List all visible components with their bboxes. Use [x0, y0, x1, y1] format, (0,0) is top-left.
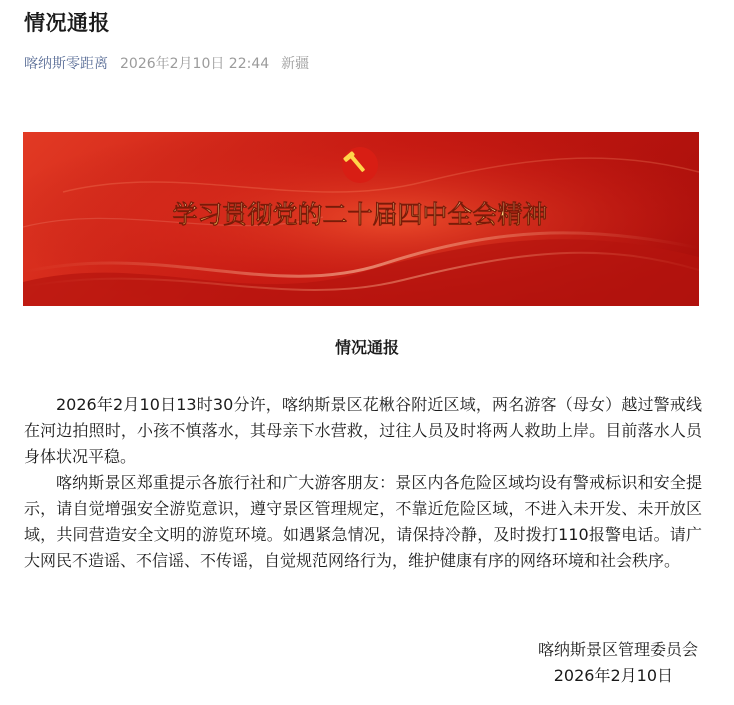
notice-paragraph: 喀纳斯景区郑重提示各旅行社和广大游客朋友：景区内各危险区域均设有警戒标识和安全提示，请自觉增强安全游览意识，遵守景区管理规定，不靠近危险区域，不进入未开发、未开放区域，共同营造安全文明的游览环境。如遇紧急情况，请保持冷静，及时拨打110报警电话。请广大网民不造谣、不信谣、不传谣，自觉规范网络行为，维护健康有序的网络环境和社会秩序。	[24, 473, 702, 570]
signature-organization: 喀纳斯景区管理委员会	[537, 640, 698, 659]
publish-datetime: 2026年2月10日 22:44	[120, 56, 270, 72]
signature-block	[538, 637, 698, 689]
account-name-link[interactable]: 喀纳斯零距离	[24, 56, 108, 72]
notice-paragraph: 2026年2月10日13时30分许，喀纳斯景区花楸谷附近区域，两名游客（母女）越过警戒线在河边拍照时，小孩不慎落水，其母亲下水营救，过往人员及时将两人救助上岸。目前落水人员身体状况平稳。	[24, 395, 702, 466]
signature-date: 2026年2月10日	[553, 666, 673, 685]
notice-heading: 情况通报	[334, 338, 399, 357]
notice-body	[24, 392, 702, 574]
banner-slogan: 学习贯彻党的二十届四中全会精神	[172, 202, 548, 229]
party-emblem-icon	[342, 147, 378, 183]
publish-location: 新疆	[281, 56, 310, 72]
article-meta	[24, 52, 309, 74]
article-title: 情况通报	[24, 11, 110, 35]
banner-image	[23, 132, 699, 306]
